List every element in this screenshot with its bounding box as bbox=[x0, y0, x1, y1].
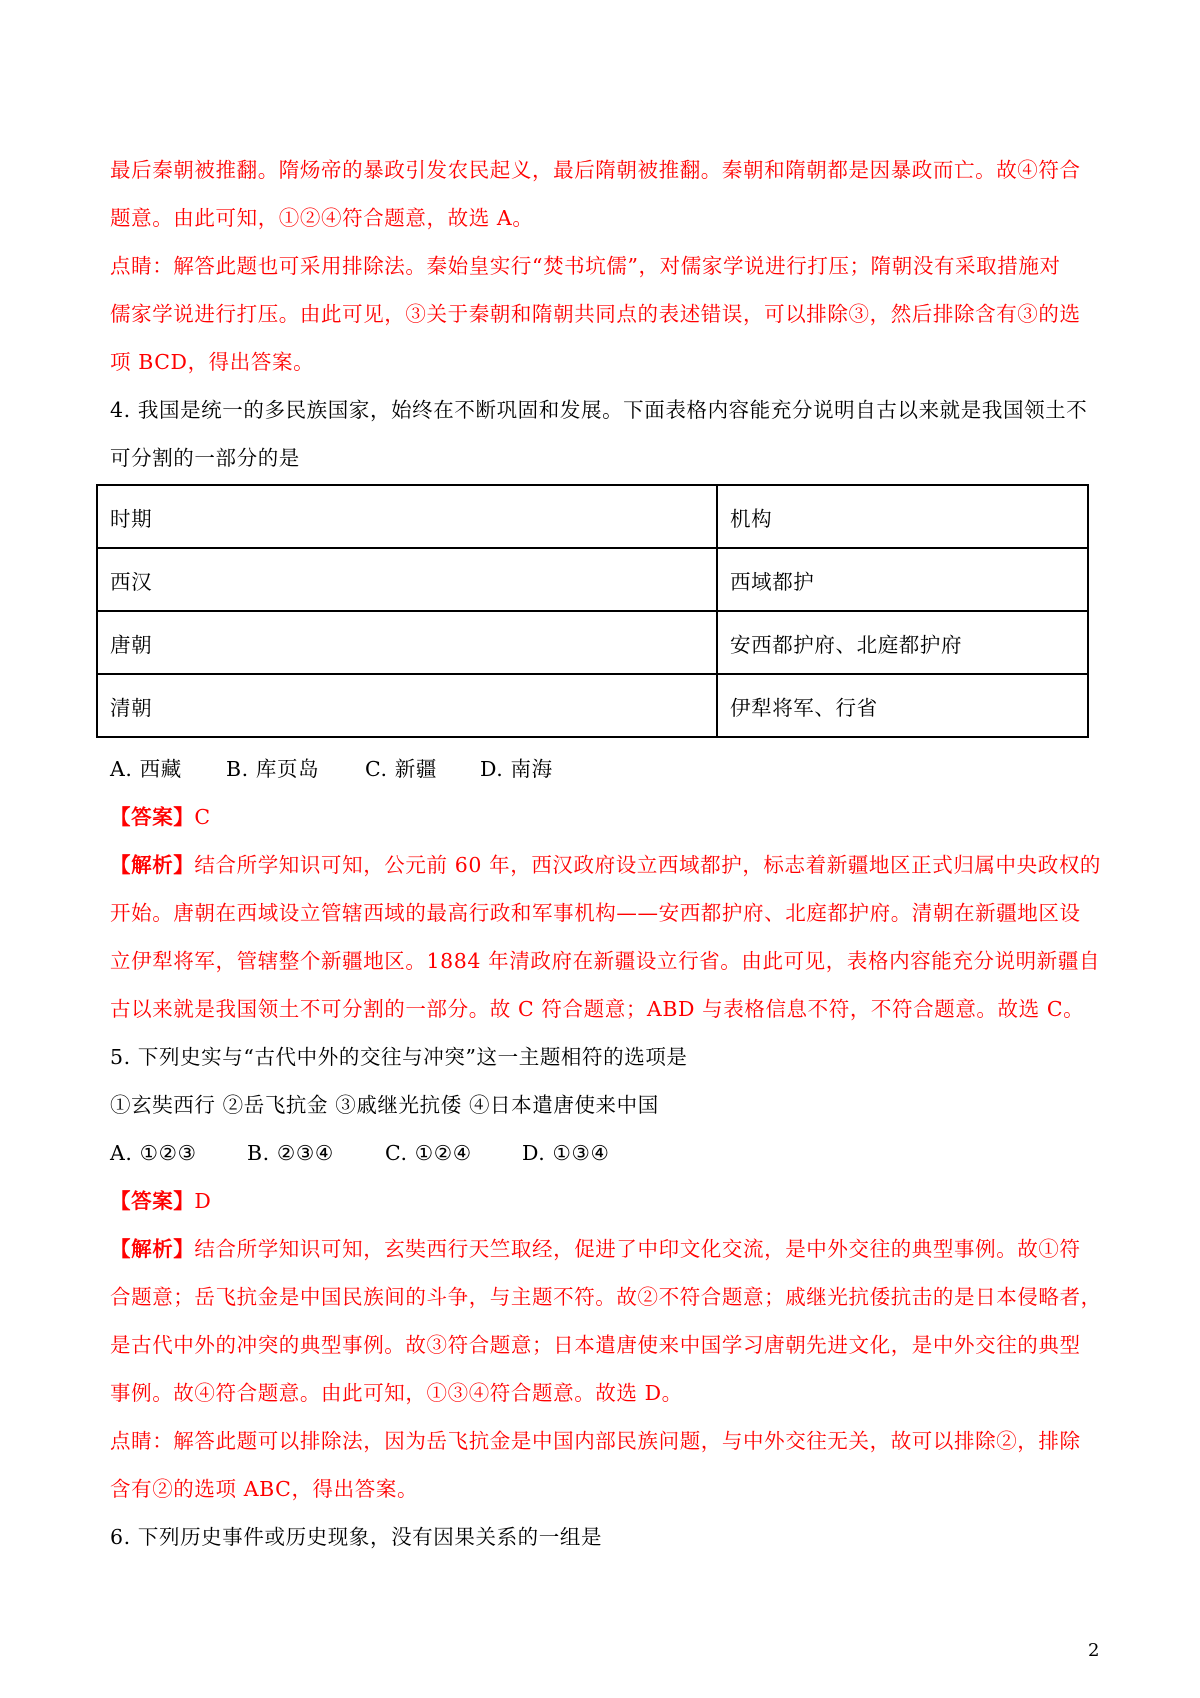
table-cell: 伊犁将军、行省 bbox=[717, 674, 1088, 737]
page-number: 2 bbox=[1088, 1640, 1100, 1661]
analysis-text: 结合所学知识可知，公元前 60 年，西汉政府设立西域都护，标志着新疆地区正式归属中央政权的 bbox=[194, 853, 1102, 877]
table-header-cell: 时期 bbox=[97, 485, 717, 548]
table-cell: 唐朝 bbox=[97, 611, 717, 674]
q4-analysis-line: 开始。唐朝在西域设立管辖西域的最高行政和军事机构——安西都护府、北庭都护府。清朝在新疆地区设 bbox=[110, 901, 1081, 925]
q4-stem: 可分割的一部分的是 bbox=[110, 446, 300, 470]
prev-tip-line: 点睛：解答此题也可采用排除法。秦始皇实行“焚书坑儒”，对儒家学说进行打压；隋朝没有采取措施对 bbox=[110, 254, 1061, 278]
q5-option-b: B. ②③④ bbox=[247, 1141, 334, 1165]
analysis-text: 结合所学知识可知，玄奘西行天竺取经，促进了中印文化交流，是中外交往的典型事例。故①符 bbox=[194, 1237, 1081, 1261]
q4-option-d: D. 南海 bbox=[480, 757, 553, 781]
table-header-row bbox=[97, 485, 1088, 548]
prev-tip-line: 项 BCD，得出答案。 bbox=[110, 350, 315, 374]
answer-tag: 【答案】 bbox=[110, 1189, 195, 1213]
answer-value: C bbox=[194, 805, 211, 829]
q4-analysis-line bbox=[110, 851, 1101, 879]
q4-option-b: B. 库页岛 bbox=[226, 757, 320, 781]
q4-analysis-line: 立伊犁将军，管辖整个新疆地区。1884 年清政府在新疆设立行省。由此可见，表格内容能充分说明新疆自 bbox=[110, 949, 1101, 973]
q5-analysis-line: 合题意；岳飞抗金是中国民族间的斗争，与主题不符。故②不符合题意；戚继光抗倭抗击的是日本侵略者， bbox=[110, 1285, 1102, 1309]
answer-value: D bbox=[194, 1189, 212, 1213]
q5-answer bbox=[110, 1187, 211, 1215]
q5-stem: 5. 下列史实与“古代中外的交往与冲突”这一主题相符的选项是 bbox=[110, 1045, 688, 1069]
q4-option-a: A. 西藏 bbox=[110, 757, 182, 781]
prev-explanation-line: 题意。由此可知，①②④符合题意，故选 A。 bbox=[110, 206, 534, 230]
q4-answer bbox=[110, 803, 211, 831]
table-header-cell: 机构 bbox=[717, 485, 1088, 548]
table-row bbox=[97, 674, 1088, 737]
table-cell: 西域都护 bbox=[717, 548, 1088, 611]
q5-tip-line: 点睛：解答此题可以排除法，因为岳飞抗金是中国内部民族问题，与中外交往无关，故可以排除②，排除 bbox=[110, 1429, 1081, 1453]
q4-table bbox=[96, 484, 1089, 738]
table-cell: 清朝 bbox=[97, 674, 717, 737]
q4-analysis-line: 古以来就是我国领土不可分割的一部分。故 C 符合题意；ABD 与表格信息不符，不符合题意。故选 C。 bbox=[110, 997, 1085, 1021]
analysis-tag: 【解析】 bbox=[110, 853, 195, 877]
q5-option-a: A. ①②③ bbox=[110, 1141, 197, 1165]
answer-tag: 【答案】 bbox=[110, 805, 195, 829]
q5-option-d: D. ①③④ bbox=[522, 1141, 610, 1165]
q5-analysis-line: 事例。故④符合题意。由此可知，①③④符合题意。故选 D。 bbox=[110, 1381, 683, 1405]
q5-tip-line: 含有②的选项 ABC，得出答案。 bbox=[110, 1477, 419, 1501]
table-row bbox=[97, 548, 1088, 611]
q4-stem: 4. 我国是统一的多民族国家，始终在不断巩固和发展。下面表格内容能充分说明自古以来就是我国领土不 bbox=[110, 398, 1088, 422]
q5-option-c: C. ①②④ bbox=[385, 1141, 472, 1165]
table-cell: 西汉 bbox=[97, 548, 717, 611]
q5-items: ①玄奘西行 ②岳飞抗金 ③戚继光抗倭 ④日本遣唐使来中国 bbox=[110, 1093, 659, 1117]
prev-tip-line: 儒家学说进行打压。由此可见，③关于秦朝和隋朝共同点的表述错误，可以排除③，然后排除含有③的选 bbox=[110, 302, 1081, 326]
table-cell: 安西都护府、北庭都护府 bbox=[717, 611, 1088, 674]
table-row bbox=[97, 611, 1088, 674]
analysis-tag: 【解析】 bbox=[110, 1237, 195, 1261]
q5-analysis-line: 是古代中外的冲突的典型事例。故③符合题意；日本遣唐使来中国学习唐朝先进文化，是中外交往的典型 bbox=[110, 1333, 1081, 1357]
prev-explanation-line: 最后秦朝被推翻。隋炀帝的暴政引发农民起义，最后隋朝被推翻。秦朝和隋朝都是因暴政而亡。故④符合 bbox=[110, 158, 1081, 182]
q6-stem: 6. 下列历史事件或历史现象，没有因果关系的一组是 bbox=[110, 1525, 603, 1549]
q5-analysis-line bbox=[110, 1235, 1081, 1263]
q4-option-c: C. 新疆 bbox=[365, 757, 437, 781]
